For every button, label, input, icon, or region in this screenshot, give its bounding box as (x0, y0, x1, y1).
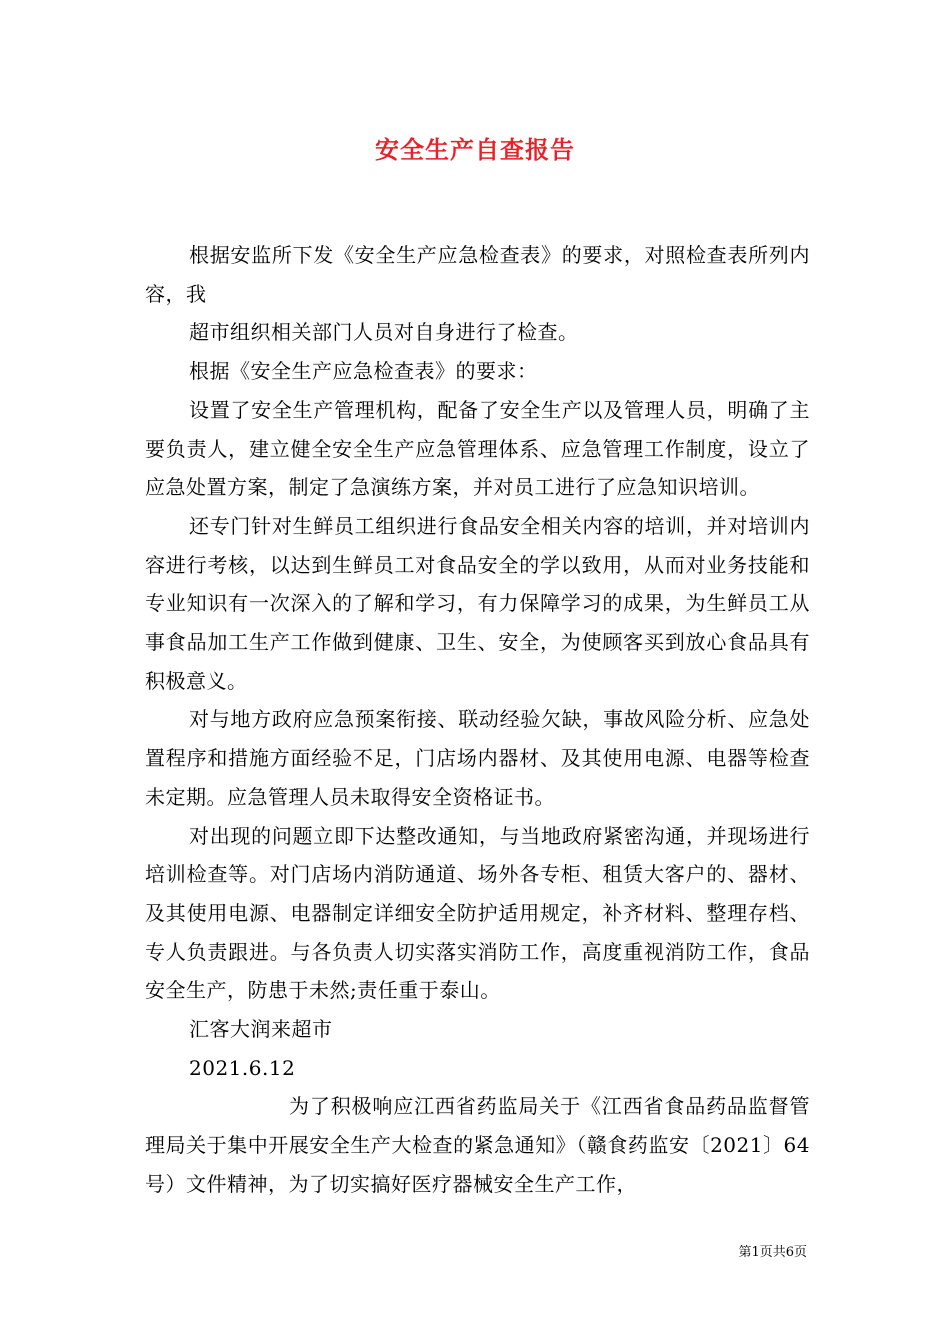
document-body (145, 236, 810, 1204)
paragraph-rectification: 对出现的问题立即下达整改通知，与当地政府紧密沟通，并现场进行培训检查等。对门店场内消防通道、场外各专柜、租赁大客户的、器材、及其使用电源、电器制定详细安全防护适用规定，补齐材料、整理存档、专人负责跟进。与各负责人切实落实消防工作，高度重视消防工作，食品安全生产，防患于未然;责任重于泰山。 (145, 823, 810, 1003)
signature-organization: 汇客大润来超市 (189, 1017, 333, 1042)
page-number: 第1页共6页 (738, 1245, 807, 1260)
paragraph-shortcomings: 对与地方政府应急预案衔接、联动经验欠缺，事故风险分析、应急处置程序和措施方面经验不足，门店场内器材、及其使用电源、电器等检查未定期。应急管理人员未取得安全资格证书。 (145, 707, 810, 809)
paragraph-training: 还专门针对生鲜员工组织进行食品安全相关内容的培训，并对培训内容进行考核，以达到生鲜员工对食品安全的学以致用，从而对业务技能和专业知识有一次深入的了解和学习，有力保障学习的成果，为生鲜员工从事食品加工生产工作做到健康、卫生、安全，为使顾客买到放心食品具有积极意义。 (145, 513, 810, 693)
paragraph-intro: 根据安监所下发《安全生产应急检查表》的要求，对照检查表所列内容，我 (145, 243, 810, 306)
paragraph-intro-continued: 超市组织相关部门人员对自身进行了检查。 (189, 320, 579, 345)
paragraph-requirements: 根据《安全生产应急检查表》的要求： (189, 359, 538, 384)
paragraph-next-report: 为了积极响应江西省药监局关于《江西省食品药品监督管理局关于集中开展安全生产大检查的紧急通知》（赣食药监安〔2021〕64号）文件精神，为了切实搞好医疗器械安全生产工作， (145, 1094, 810, 1196)
paragraph-management: 设置了安全生产管理机构，配备了安全生产以及管理人员，明确了主要负责人，建立健全安全生产应急管理体系、应急管理工作制度，设立了应急处置方案，制定了急演练方案，并对员工进行了应急知识培训。 (145, 397, 810, 500)
signature-date: 2021.6.12 (189, 1055, 296, 1080)
document-title: 安全生产自查报告 (375, 135, 575, 164)
